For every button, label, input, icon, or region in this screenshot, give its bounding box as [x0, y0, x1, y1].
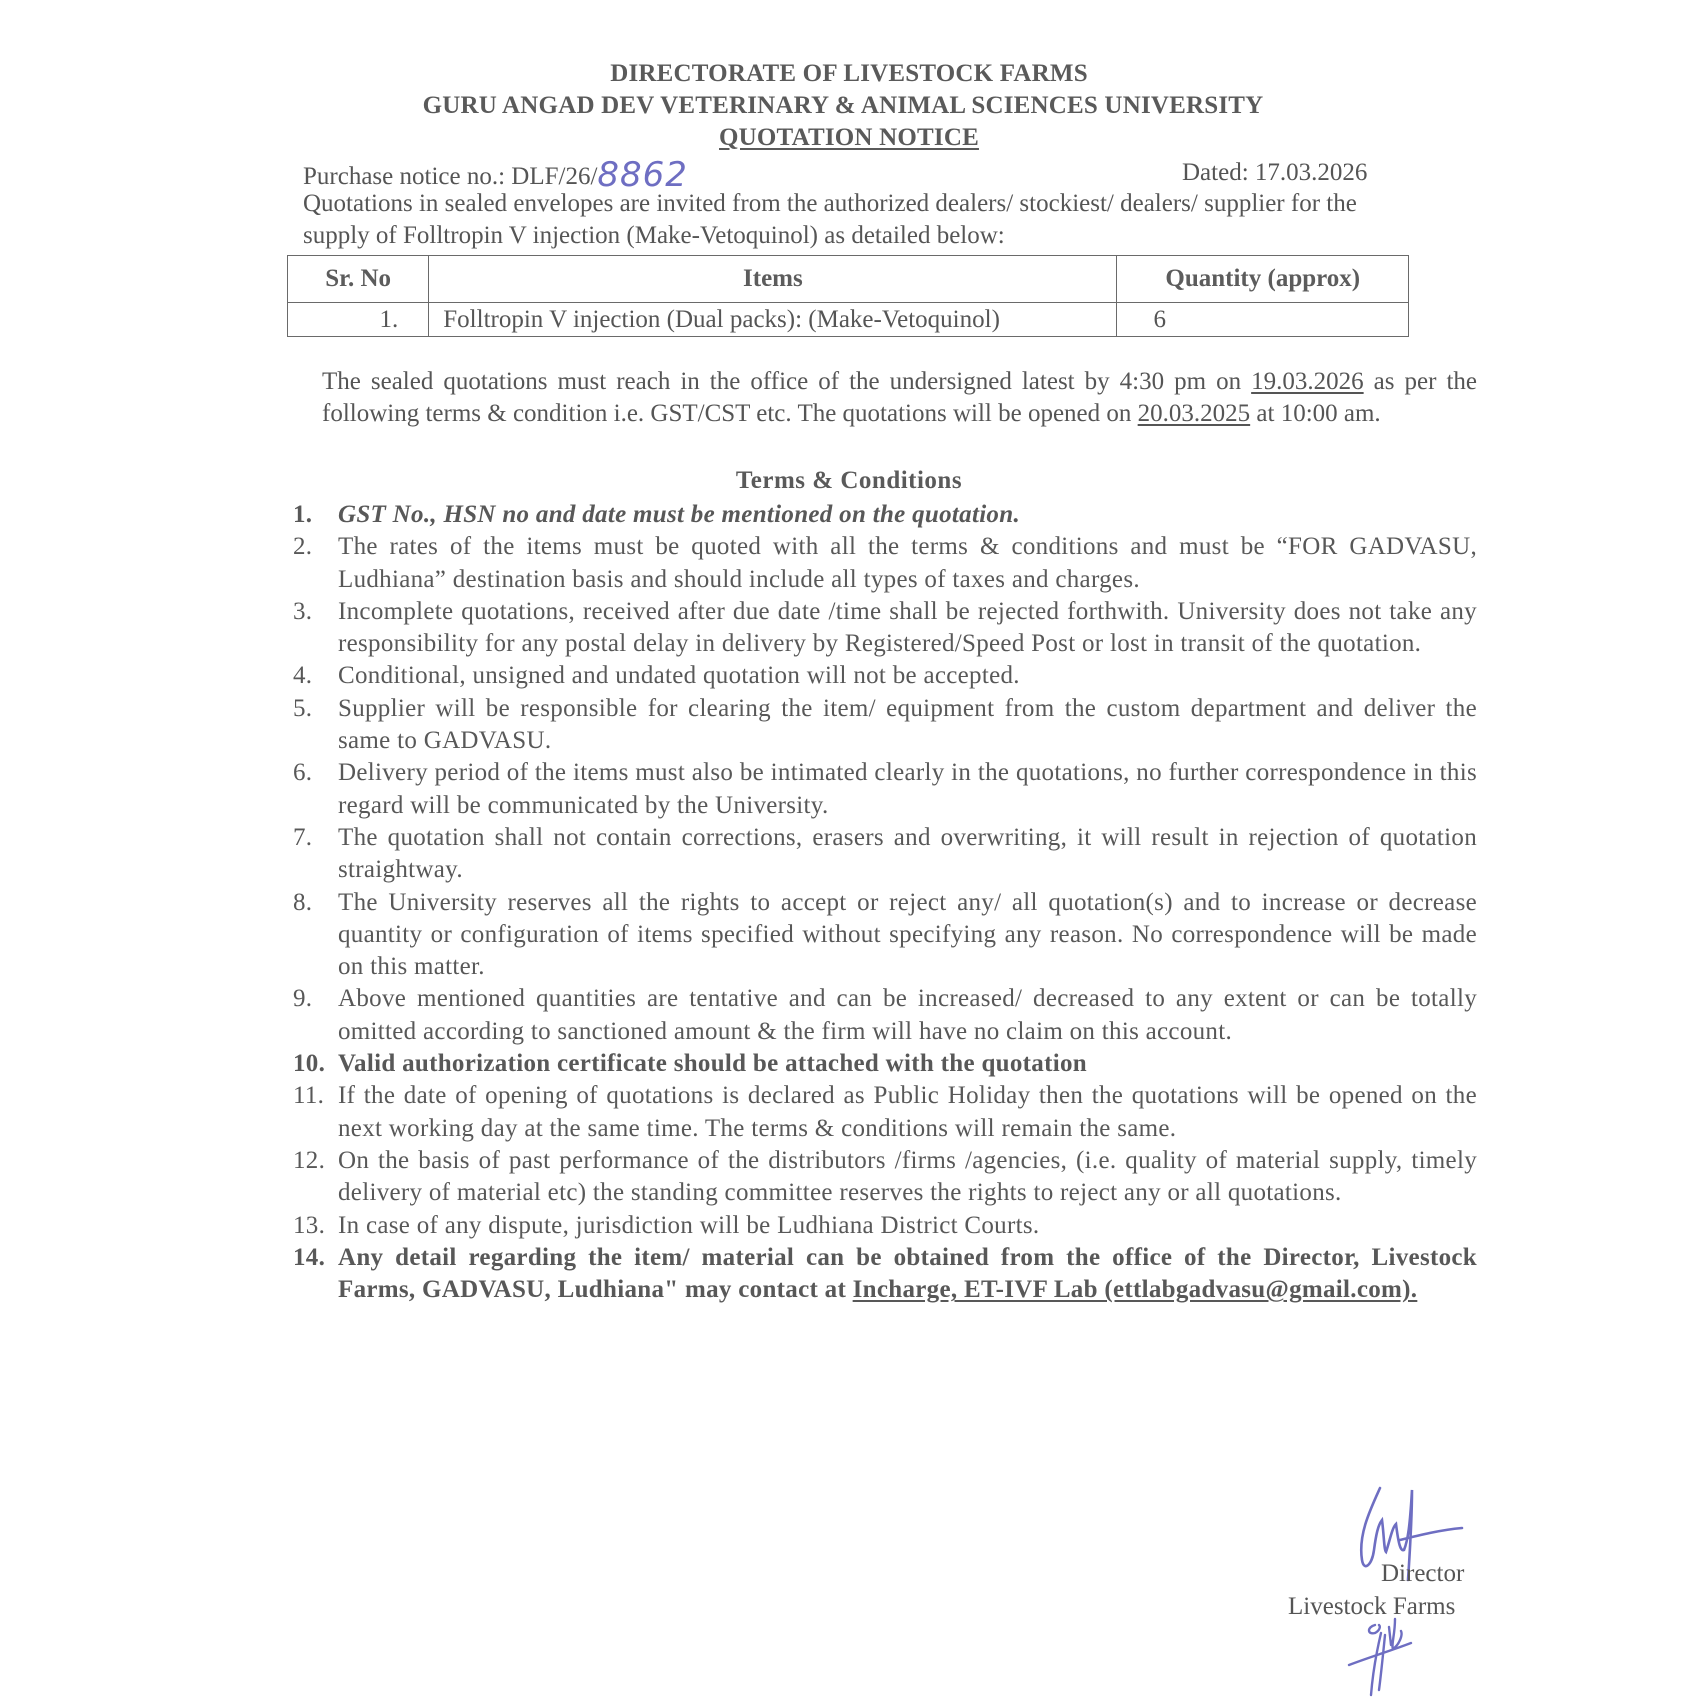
- initials-signature-icon: [1345, 1615, 1425, 1700]
- term-number: 4.: [293, 662, 313, 690]
- term-item: [293, 531, 1477, 596]
- term-number: 14.: [293, 1243, 326, 1271]
- term-item: [293, 499, 1477, 531]
- terms-list: [293, 499, 1477, 1306]
- opening-date: 20.03.2025: [1137, 400, 1251, 428]
- header-directorate: DIRECTORATE OF LIVESTOCK FARMS: [610, 60, 1088, 87]
- contact-link[interactable]: Incharge, ET-IVF Lab (ettlabgadvasu@gmail.com).: [852, 1276, 1418, 1304]
- submission-text-2: as per the following terms & condition i.e. GST/CST etc. The quotations will be opened on: [322, 368, 1477, 428]
- term-item: [293, 596, 1477, 661]
- deadline-date: 19.03.2026: [1251, 368, 1364, 395]
- signatory-designation: Director: [1381, 1560, 1465, 1587]
- term-text: The quotation shall not contain corrections, erasers and overwriting, it will result in rejection of quotation straightway.: [338, 823, 1477, 884]
- term-number: 2.: [293, 533, 313, 561]
- cell-sr-no: 1.: [288, 303, 429, 337]
- submission-text-3: at 10:00 am.: [1250, 400, 1381, 428]
- term-item: [293, 983, 1477, 1048]
- intro-line-1: Quotations in sealed envelopes are invited from the authorized dealers/ stockiest/ dealers/ supplier for the: [303, 190, 1357, 217]
- term-number: 7.: [293, 823, 313, 851]
- term-text: If the date of opening of quotations is declared as Public Holiday then the quotations will be opened on the next working day at the same time. The terms & conditions will remain the same.: [338, 1082, 1477, 1142]
- term-number: 11.: [293, 1082, 325, 1110]
- term-item: [293, 1048, 1477, 1080]
- term-number: 1.: [293, 501, 313, 528]
- signatory-office: Livestock Farms: [1288, 1593, 1456, 1620]
- term-text: GST No., HSN no and date must be mentioned on the quotation.: [338, 501, 1020, 528]
- header-items: Items: [429, 256, 1117, 303]
- term-text: Supplier will be responsible for clearing the item/ equipment from the custom department and deliver the same to GADVASU.: [338, 694, 1477, 755]
- term-item: [293, 660, 1477, 692]
- header-university: GURU ANGAD DEV VETERINARY & ANIMAL SCIENCES UNIVERSITY: [422, 92, 1264, 119]
- term-number: 3.: [293, 597, 313, 625]
- table-row: [288, 303, 1409, 337]
- term-item: [293, 1145, 1477, 1210]
- term-item: [293, 757, 1477, 822]
- header-quantity: Quantity (approx): [1117, 256, 1409, 303]
- term-number: 10.: [293, 1050, 326, 1078]
- term-text: The rates of the items must be quoted with all the terms & conditions and must be “FOR GADVASU, Ludhiana” destination basis and should include all types of taxes and charges.: [338, 533, 1477, 593]
- intro-line-2: supply of Folltropin V injection (Make-Vetoquinol) as detailed below:: [303, 222, 1005, 249]
- term-text: In case of any dispute, jurisdiction will be Ludhiana District Courts.: [338, 1211, 1040, 1239]
- notice-title: QUOTATION NOTICE: [719, 124, 979, 151]
- term-item: [293, 887, 1477, 984]
- term-text: Any detail regarding the item/ material can be obtained from the office of the Director, Livestock Farms, GADVASU, Ludhiana" may contact at: [338, 1243, 1477, 1304]
- term-item: [293, 1210, 1477, 1242]
- terms-heading: Terms & Conditions: [735, 467, 963, 494]
- dated-text: Dated: 17.03.2026: [1182, 159, 1368, 186]
- table-header-row: [288, 256, 1409, 303]
- term-number: 12.: [293, 1146, 326, 1174]
- term-item: [293, 1080, 1477, 1145]
- term-text: Valid authorization certificate should be attached with the quotation: [338, 1050, 1087, 1078]
- term-text: The University reserves all the rights to accept or reject any/ all quotation(s) and to increase or decrease quantity or configuration of items specified without specifying any reason. No correspondence will be made on this matter.: [338, 888, 1477, 981]
- term-number: 5.: [293, 694, 313, 722]
- term-number: 8.: [293, 888, 313, 916]
- term-text: On the basis of past performance of the distributors /firms /agencies, (i.e. quality of material supply, timely delivery of material etc) the standing committee reserves the rights to reject any or all quotations.: [338, 1146, 1477, 1207]
- term-item: [293, 822, 1477, 887]
- term-text: Conditional, unsigned and undated quotation will not be accepted.: [338, 662, 1020, 690]
- term-text: Above mentioned quantities are tentative and can be increased/ decreased to any extent or can be totally omitted according to sanctioned amount & the firm will have no claim on this account.: [338, 985, 1477, 1045]
- term-text: Delivery period of the items must also be intimated clearly in the quotations, no further correspondence in this regard will be communicated by the University.: [338, 759, 1477, 819]
- term-item: [293, 1242, 1477, 1307]
- handwritten-notice-number: 8862: [597, 155, 688, 195]
- purchase-notice-label: Purchase notice no.: DLF/26/: [303, 163, 598, 190]
- term-number: 9.: [293, 985, 313, 1013]
- term-number: 13.: [293, 1211, 326, 1239]
- cell-item: Folltropin V injection (Dual packs): (Make-Vetoquinol): [429, 303, 1117, 337]
- cell-quantity: 6: [1117, 303, 1409, 337]
- term-text: Incomplete quotations, received after due date /time shall be rejected forthwith. University does not take any responsibility for any postal delay in delivery by Registered/Speed Post or lost in transit of the quotation.: [338, 597, 1477, 658]
- submission-paragraph: [322, 366, 1477, 431]
- term-item: [293, 693, 1477, 758]
- submission-text-1: The sealed quotations must reach in the office of the undersigned latest by 4:30 pm on: [322, 368, 1252, 395]
- term-number: 6.: [293, 759, 313, 787]
- items-table: [287, 255, 1409, 337]
- header-sr-no: Sr. No: [288, 256, 429, 303]
